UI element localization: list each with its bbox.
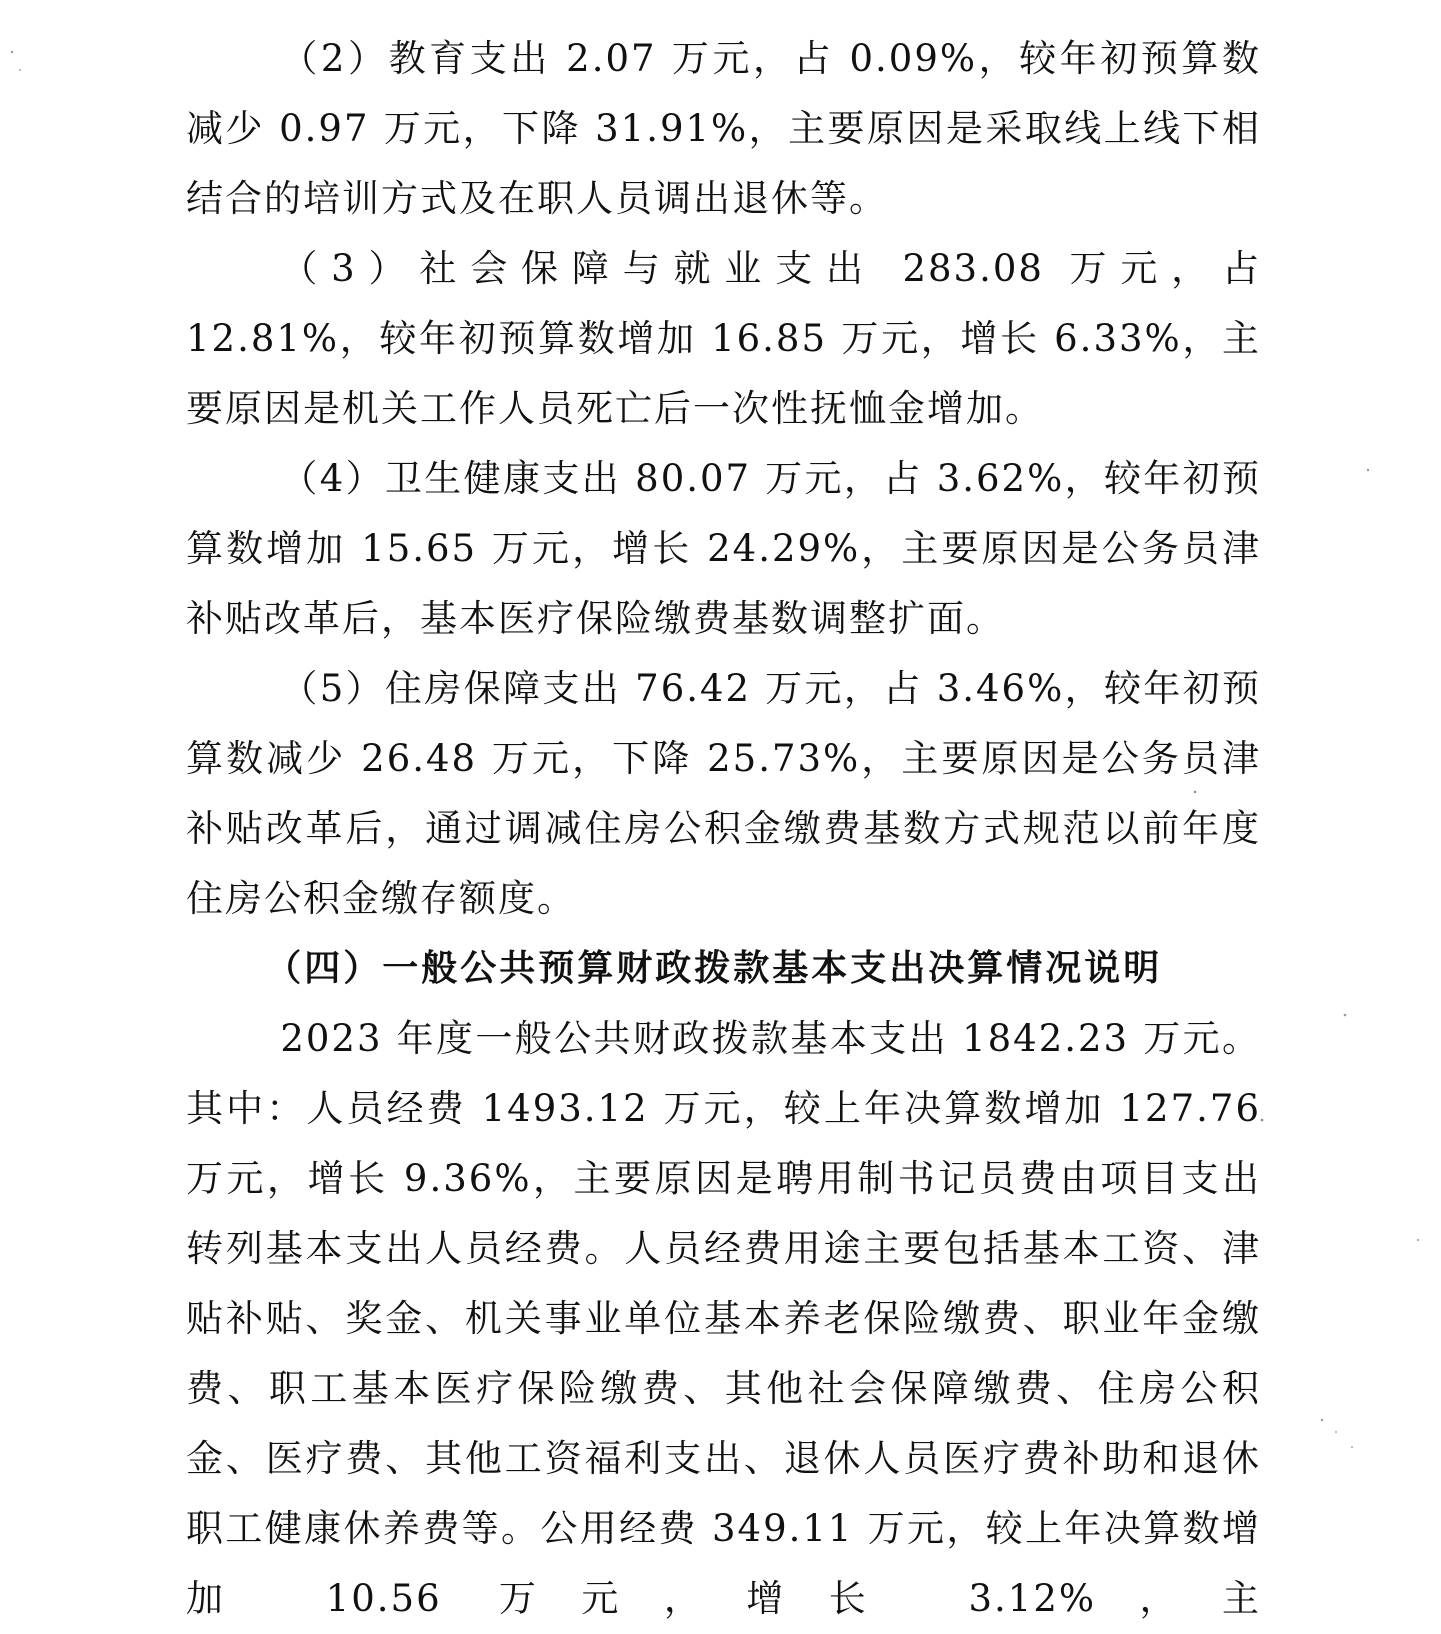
document-body [186, 24, 1261, 1634]
paragraph-education-expenditure: （2）教育支出 2.07 万元，占 0.09%，较年初预算数减少 0.97 万元，下降 31.91%，主要原因是采取线上线下相结合的培训方式及在职人员调出退休等。 [186, 37, 1261, 220]
paragraph-health-expenditure: （4）卫生健康支出 80.07 万元，占 3.62%，较年初预算数增加 15.65 万元，增长 24.29%，主要原因是公务员津补贴改革后，基本医疗保险缴费基数调整扩面。 [186, 457, 1261, 640]
paragraph-housing-expenditure: （5）住房保障支出 76.42 万元，占 3.46%，较年初预算数减少 26.48 万元，下降 25.73%，主要原因是公务员津补贴改革后，通过调减住房公积金缴费基数方式规范以前年度住房公积金缴存额度。 [186, 667, 1261, 920]
paragraph-social-security-expenditure: （3）社会保障与就业支出 283.08 万元，占 12.81%，较年初预算数增加 16.85 万元，增长 6.33%，主要原因是机关工作人员死亡后一次性抚恤金增加。 [186, 247, 1261, 430]
paragraph-basic-expenditure: 2023 年度一般公共财政拨款基本支出 1842.23 万元。其中：人员经费 1493.12 万元，较上年决算数增加 127.76 万元，增长 9.36%，主要原因是聘用制书记员费由项目支出转列基本支出人员经费。人员经费用途主要包括基本工资、津贴补贴、奖金、机关事业单位基本养老保险缴费、职业年金缴费、职工基本医疗保险缴费、其他社会保障缴费、住房公积金、医疗费、其他工资福利支出、退休人员医疗费补助和退休职工健康休养费等。公用经费 349.11 万元，较上年决算数增加 10.56 万元，增长 3.12%，主 [186, 1017, 1261, 1620]
section-heading: （四）一般公共预算财政拨款基本支出决算情况说明 [265, 948, 1163, 989]
